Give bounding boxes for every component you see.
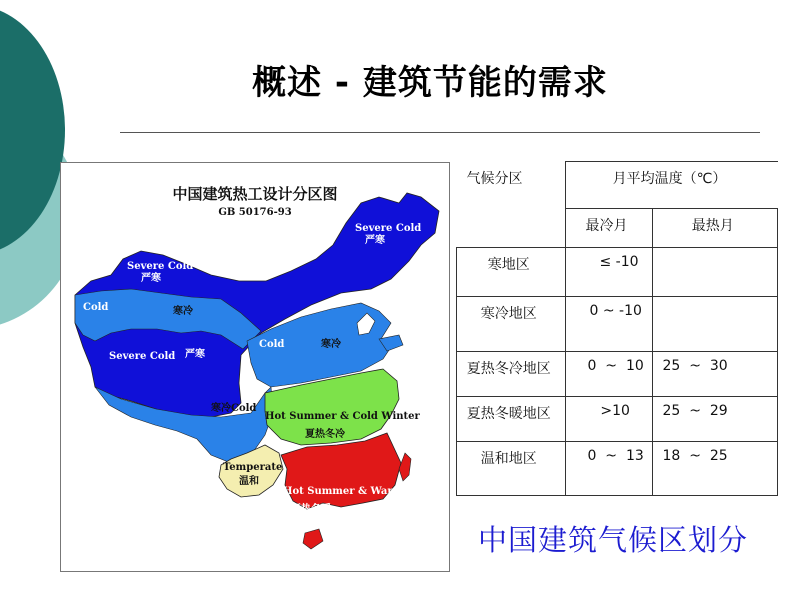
row-coldest: >10 bbox=[565, 397, 652, 442]
label-temperate: Temperate 温和 bbox=[223, 462, 283, 487]
row-hottest bbox=[652, 297, 778, 352]
label-severe-cold-tibet: Severe Cold bbox=[109, 351, 176, 362]
map-subtitle: GB 50176-93 bbox=[218, 207, 292, 218]
label-cold-southwest: 寒冷Cold bbox=[211, 403, 257, 414]
row-zone: 寒地区 bbox=[457, 248, 566, 297]
row-hottest: 25 ~ 29 bbox=[652, 397, 778, 442]
label-hot-summer-cold-winter: Hot Summer & Cold Winter 夏热冬冷 bbox=[265, 411, 420, 440]
table-row bbox=[457, 352, 778, 397]
label-severe-cold-ne: Severe Cold 严寒 bbox=[355, 223, 422, 246]
label-severe-cold-tibet-cn: 严寒 bbox=[185, 349, 205, 360]
row-coldest: 0 ~ 13 bbox=[565, 442, 652, 496]
row-hottest: 18 ~ 25 bbox=[652, 442, 778, 496]
label-severe-cold-nw: Severe Cold 严寒 bbox=[127, 261, 194, 284]
row-zone: 温和地区 bbox=[457, 442, 566, 496]
header-hottest-month: 最热月 bbox=[652, 209, 778, 248]
island-taiwan bbox=[399, 453, 411, 481]
row-coldest: ≤ -10 bbox=[565, 248, 652, 297]
label-cold-west: Cold bbox=[83, 302, 109, 313]
label-cold-central: Cold bbox=[259, 339, 285, 350]
header-temperature: 月平均温度（℃） bbox=[565, 162, 778, 209]
label-hot-summer-warm-winter: Hot Summer & Warm Winter 夏热冬暖 bbox=[283, 486, 446, 515]
row-coldest: 0 ~ -10 bbox=[565, 297, 652, 352]
title-divider bbox=[120, 132, 760, 133]
map-caption: 中国建筑气候区划分 bbox=[478, 523, 749, 557]
row-zone: 夏热冬冷地区 bbox=[457, 352, 566, 397]
island-hainan bbox=[303, 529, 323, 549]
label-cold-west-cn: 寒冷 bbox=[173, 306, 193, 317]
map-title: 中国建筑热工设计分区图 bbox=[172, 185, 338, 203]
header-zone: 气候分区 bbox=[457, 162, 566, 248]
row-hottest bbox=[652, 248, 778, 297]
label-cold-central-cn: 寒冷 bbox=[321, 339, 341, 350]
table-row bbox=[457, 297, 778, 352]
climate-table bbox=[456, 161, 778, 496]
header-coldest-month: 最冷月 bbox=[565, 209, 652, 248]
row-hottest: 25 ~ 30 bbox=[652, 352, 778, 397]
table-row bbox=[457, 248, 778, 297]
row-zone: 夏热冬暖地区 bbox=[457, 397, 566, 442]
row-zone: 寒冷地区 bbox=[457, 297, 566, 352]
table-row bbox=[457, 397, 778, 442]
climate-zone-map bbox=[60, 162, 450, 572]
table-row bbox=[457, 442, 778, 496]
row-coldest: 0 ~ 10 bbox=[565, 352, 652, 397]
slide-title: 概述 - 建筑节能的需求 bbox=[252, 63, 608, 103]
